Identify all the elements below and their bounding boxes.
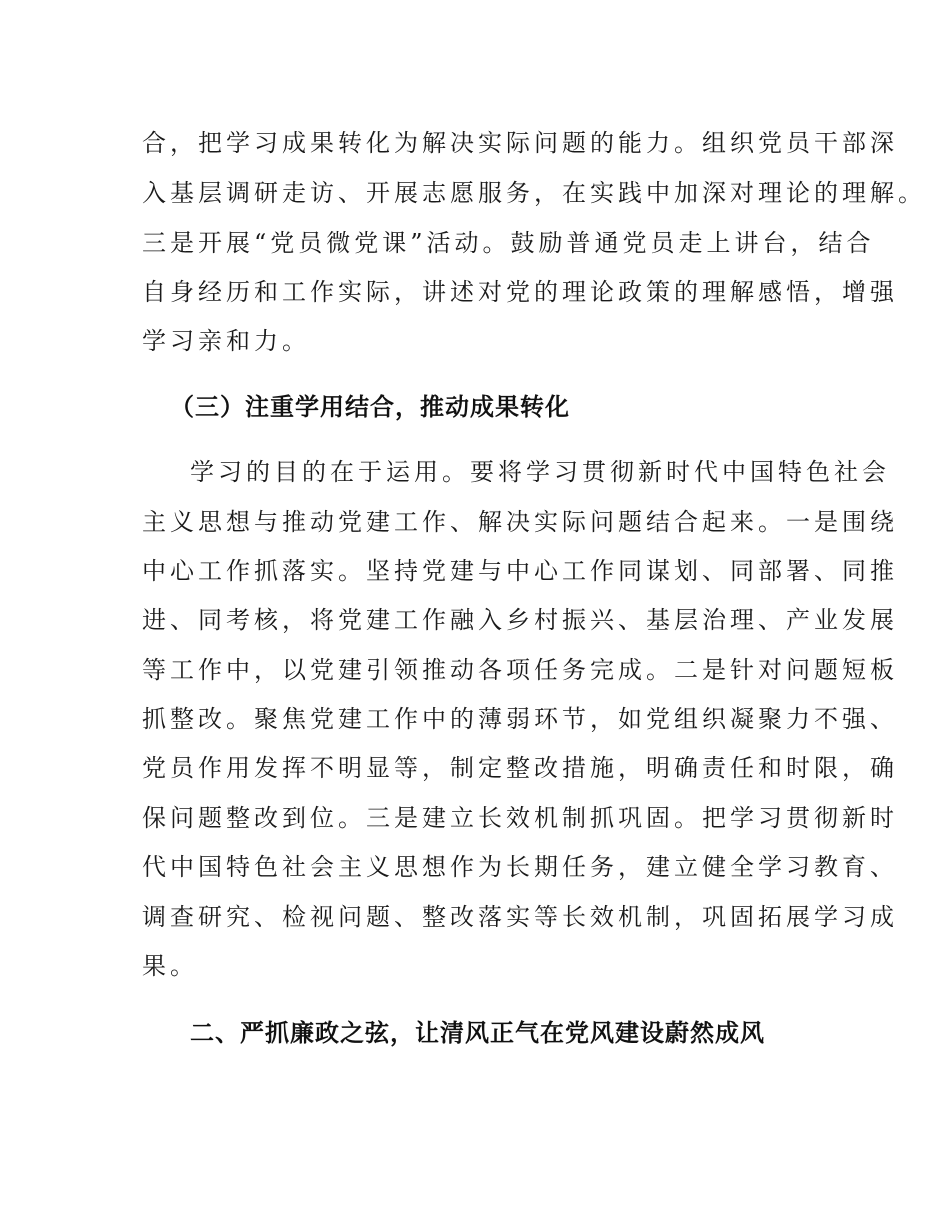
text-line: 合，把学习成果转化为解决实际问题的能力。组织党员干部深 xyxy=(142,129,898,157)
text-line: 保问题整改到位。三是建立长效机制抓巩固。把学习贯彻新时 xyxy=(142,804,898,832)
text-line: 等工作中，以党建引领推动各项任务完成。二是针对问题短板 xyxy=(142,656,898,684)
text-line: 代中国特色社会主义思想作为长期任务，建立健全学习教育、 xyxy=(142,853,898,881)
text-line: 自身经历和工作实际，讲述对党的理论政策的理解感悟，增强 xyxy=(142,278,898,306)
text-line: 果。 xyxy=(142,952,198,980)
chapter-heading: 二、严抓廉政之弦，让清风正气在党风建设蔚然成风 xyxy=(190,1019,765,1047)
text-line: 学习亲和力。 xyxy=(142,327,310,355)
section-heading: （三）注重学用结合，推动成果转化 xyxy=(170,393,570,421)
text-line: 主义思想与推动党建工作、解决实际问题结合起来。一是围绕 xyxy=(142,508,898,536)
text-line: 学习的目的在于运用。要将学习贯彻新时代中国特色社会 xyxy=(190,458,890,486)
text-line: 入基层调研走访、开展志愿服务，在实践中加深对理论的理解。 xyxy=(142,179,926,207)
text-line: 三是开展“党员微党课”活动。鼓励普通党员走上讲台，结合 xyxy=(142,229,875,257)
text-line: 抓整改。聚焦党建工作中的薄弱环节，如党组织凝聚力不强、 xyxy=(142,705,898,733)
text-line: 调查研究、检视问题、整改落实等长效机制，巩固拓展学习成 xyxy=(142,903,898,931)
text-line: 中心工作抓落实。坚持党建与中心工作同谋划、同部署、同推 xyxy=(142,557,898,585)
text-line: 进、同考核，将党建工作融入乡村振兴、基层治理、产业发展 xyxy=(142,606,898,634)
text-line: 党员作用发挥不明显等，制定整改措施，明确责任和时限，确 xyxy=(142,754,898,782)
